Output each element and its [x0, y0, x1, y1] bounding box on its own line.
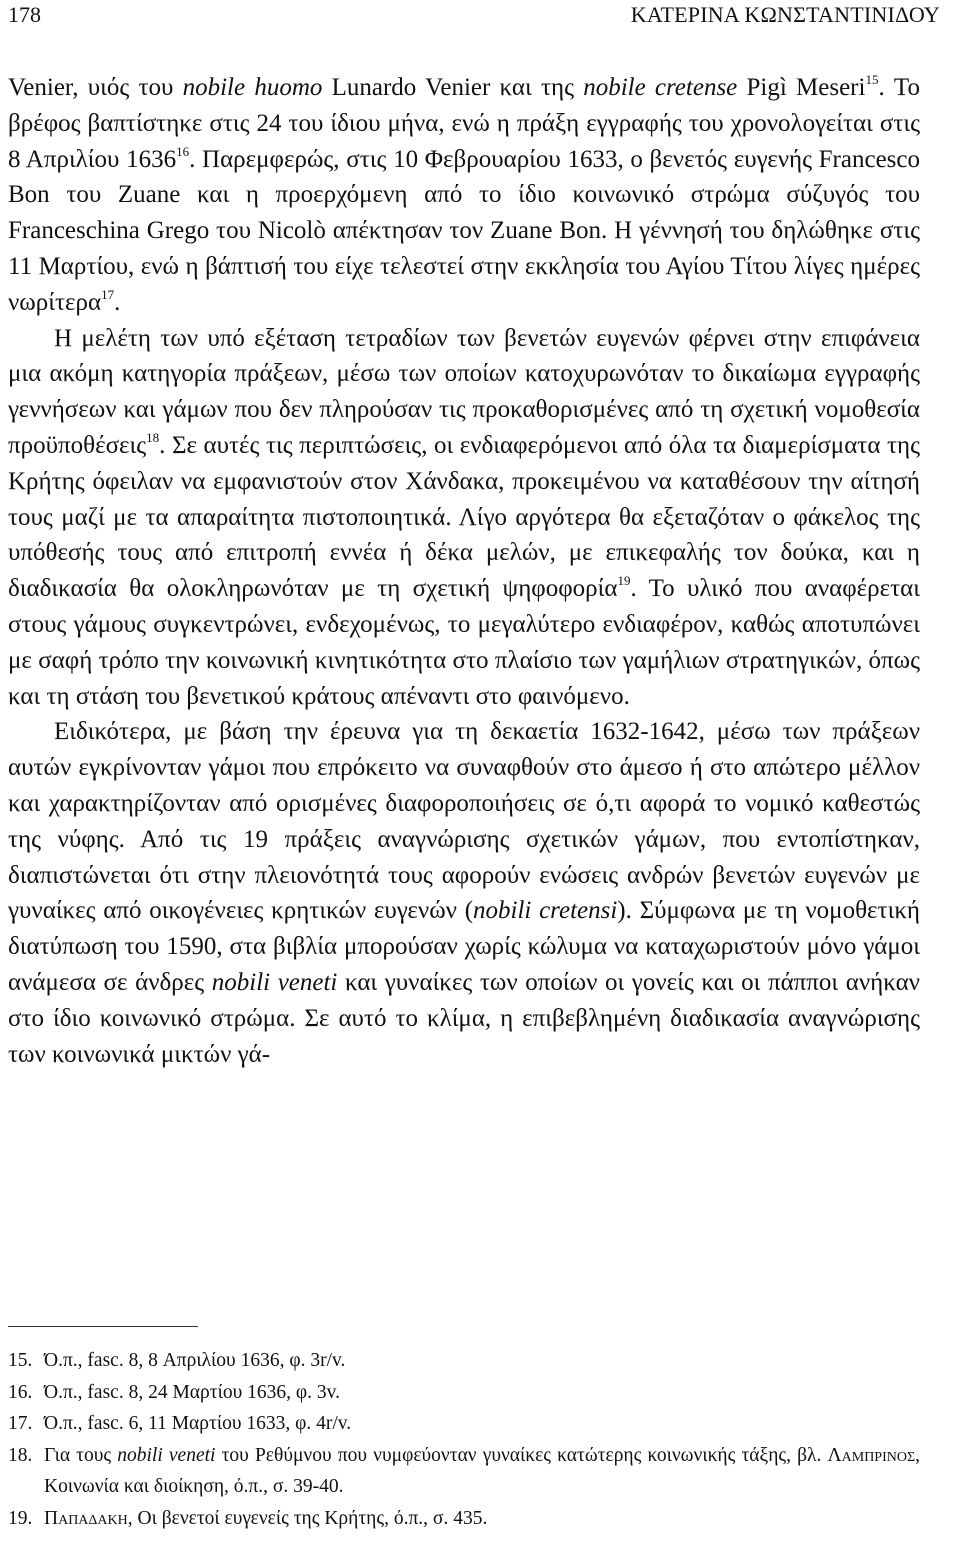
footnote-ref-18[interactable]: 18: [146, 429, 160, 445]
text-run: και γυναίκες των οποίων οι γονείς και οι πάπποι ανήκαν στο ίδιο κοινωνικό στρώμα. Σε αυτό το κλίμα, η επιβεβλημένη διαδικασία αναγνώρισης των κοινωνικά μικτών γά-: [8, 968, 920, 1068]
text-run: ). Σύμφωνα με τη νομοθετική διατύπωση του 1590, στα βιβλία μπορούσαν χωρίς κώλυμα να καταχωριστούν μόνο γάμοι ανάμεσα σε άνδρες: [8, 897, 920, 996]
footnote-18: [8, 1440, 920, 1503]
footnote-text: του Ρεθύμνου που νυμφεύονταν γυναίκες κατώτερης κοινωνικής τάξης, βλ.: [215, 1444, 828, 1466]
text-run: Ειδικότερα, με βάση την έρευνα για τη δεκαετία 1632-1642, μέσω των πράξεων αυτών εγκρίνονταν γάμοι που επρόκειτο να συναφθούν στο άμεσο ή στο απώτερο μέλλον και χαρακτηρίζονταν από ορισμένες διαφοροποιήσεις σε ό,τι αφορά το νομικό καθεστώς της νύφης. Από τις 19 πράξεις αναγνώρισης σχετικών γάμων, που εντοπίστηκαν, διαπιστώνεται ότι στην πλειονότητά τους αφορούν ενώσεις ανδρών βενετών ευγενών με γυναίκες από οικογένειες κρητικών ευγενών (: [8, 718, 920, 925]
text-run: Lunardo Venier και της: [322, 74, 584, 101]
paragraph-3: [8, 714, 920, 1072]
italic-term: nobili veneti: [211, 968, 338, 996]
footnote-ref-17[interactable]: 17: [101, 286, 115, 302]
footnote-number: 19.: [8, 1507, 33, 1529]
main-text: [8, 70, 920, 1072]
footnote-text: Ό.π., fasc. 8, 8 Απριλίου 1636, φ. 3r/v.: [44, 1350, 346, 1371]
footnote-16: [8, 1377, 920, 1409]
footnote-15: [8, 1345, 920, 1377]
text-run: Η μελέτη των υπό εξέταση τετραδίων των βενετών ευγενών φέρνει στην επιφάνεια μια ακόμη κατηγορία πράξεων, μέσω των οποίων κατοχυρωνόταν το δικαίωμα εγγραφής γεννήσεων και γάμων που δεν πληρούσαν τις προκαθορισμένες από τη σχετική νομοθεσία προϋποθέσεις: [8, 324, 920, 459]
text-run: . Σε αυτές τις περιπτώσεις, οι ενδιαφερόμενοι από όλα τα διαμερίσματα της Κρήτης όφειλαν να εμφανιστούν στον Χάνδακα, προκειμένου να καταθέσουν την αίτησή τους μαζί με τα απαραίτητα πιστοποιητικά. Λίγο αργότερα θα εξεταζόταν ο φάκελος της υπόθεσής τους από επιτροπή εννέα ή δέκα μελών, με επικεφαλής τον δούκα, και η διαδικασία θα ολοκληρωνόταν με τη σχετική ψηφοφορία: [8, 431, 920, 603]
text-run: Venier, υιός του: [8, 74, 183, 101]
text-run: . Παρεμφερώς, στις 10 Φεβρουαρίου 1633, ο βενετός ευγενής Francesco Bon του Zuane και η προερχόμενη από το ίδιο κοινωνικό στρώμα σύζυγός του Franceschina Grego του Nicolò απέκτησαν τον Zuane Bon. Η γέννησή του δηλώθηκε στις 11 Μαρτίου, ενώ η βάπτισή του είχε τελεστεί στην εκκλησία του Αγίου Τίτου λίγες ημέρες νωρίτερα: [8, 145, 920, 316]
italic-term: nobile cretense: [583, 74, 738, 101]
paragraph-1: [8, 70, 920, 321]
footnote-number: 18.: [8, 1444, 33, 1466]
footnote-divider: [8, 1326, 198, 1327]
page-number: 178: [8, 2, 41, 27]
footnote-text: Ό.π., fasc. 8, 24 Μαρτίου 1636, φ. 3v.: [44, 1381, 340, 1403]
footnote-text: , Οι βενετοί ευγενείς της Κρήτης, ό.π., σ. 435.: [127, 1507, 488, 1529]
footnote-text: Ό.π., fasc. 6, 11 Μαρτίου 1633, φ. 4r/v.: [44, 1413, 352, 1434]
footnote-ref-19[interactable]: 19: [617, 573, 631, 589]
text-run: Pigì Meseri: [737, 74, 866, 101]
paragraph-2: [8, 321, 920, 715]
running-head: ΚΑΤΕΡΙΝΑ ΚΩΝΣΤΑΝΤΙΝΙΔΟΥ: [630, 2, 940, 27]
italic-term: nobili cretensi: [473, 897, 618, 925]
footnote-number: 16.: [8, 1381, 33, 1403]
author-name: Λαμπρινος: [827, 1444, 916, 1466]
text-run: . Το βρέφος βαπτίστηκε στις 24 του ίδιου μήνα, ενώ η πράξη εγγραφής του χρονολογείται στις 8 Απριλίου 1636: [8, 74, 920, 173]
footnote-17: [8, 1408, 920, 1440]
footnote-19: [8, 1503, 920, 1535]
author-name: Παπαδακη: [44, 1507, 128, 1529]
footnote-number: 17.: [8, 1413, 33, 1434]
footnote-ref-15[interactable]: 15: [865, 72, 879, 87]
italic-term: nobile huomo: [182, 74, 323, 101]
footnote-ref-16[interactable]: 16: [176, 143, 190, 159]
text-run: . Το υλικό που αναφέρεται στους γάμους συγκεντρώνει, ενδεχομένως, το μεγαλύτερο ενδιαφέρον, καθώς αποτυπώνει με σαφή τρόπο την κοινωνική κινητικότητα στο πλαίσιο των γαμήλιων στρατηγικών, όπως και τη στάση του βενετικού κράτους απέναντι στο φαινόμενο.: [8, 575, 920, 710]
text-run: .: [114, 288, 121, 316]
footnote-number: 15.: [8, 1350, 33, 1371]
page-header: [8, 2, 940, 36]
footnote-text: Για τους: [44, 1444, 118, 1466]
italic-term: nobili veneti: [117, 1444, 216, 1466]
footnotes: [8, 1345, 920, 1534]
footnote-text: , Κοινωνία και διοίκηση, ό.π., σ. 39-40.: [44, 1444, 921, 1497]
